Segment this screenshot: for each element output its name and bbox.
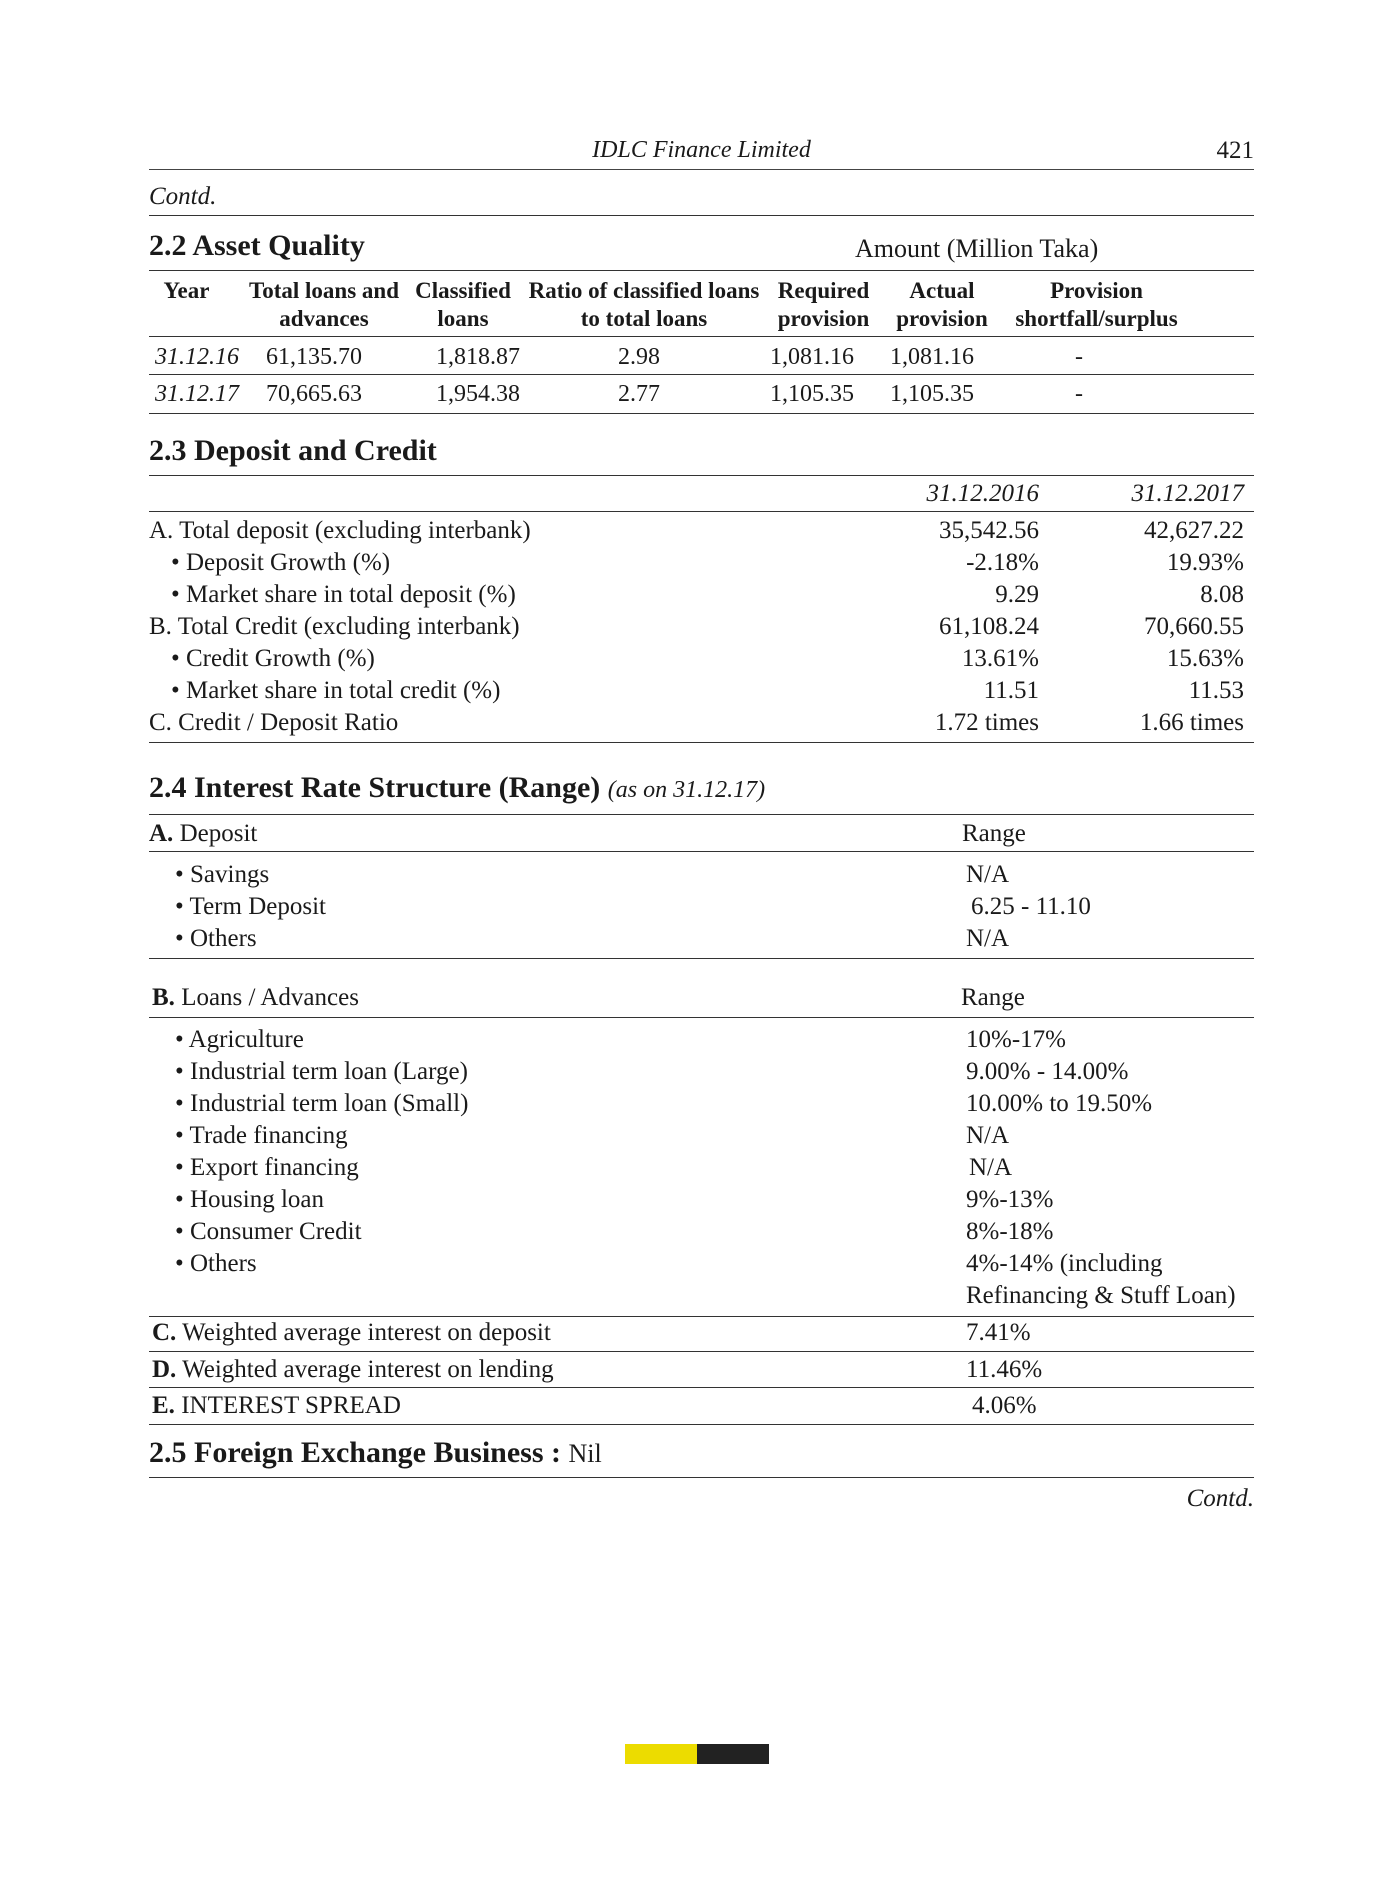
- amount-unit: Amount (Million Taka): [855, 234, 1099, 263]
- col-header-actual: Actual provision: [896, 278, 988, 331]
- divider: [149, 215, 1254, 216]
- table-cell-actual: 1,081.16: [890, 344, 974, 370]
- table-row: [149, 579, 1254, 611]
- row-label: A. Total deposit (excluding interbank): [149, 517, 531, 544]
- section-title-deposit-credit: 2.3 Deposit and Credit: [149, 434, 437, 467]
- table-cell-year: 31.12.17: [155, 381, 239, 407]
- table-cell-total-loans: 70,665.63: [266, 381, 362, 407]
- col-header-2016: 31.12.2016: [926, 480, 1039, 507]
- divider: [149, 336, 1254, 337]
- row-value-2017: 70,660.55: [1144, 613, 1244, 640]
- running-header: [149, 137, 1254, 170]
- range-header: Range: [962, 820, 1026, 847]
- divider: [149, 851, 1254, 852]
- section-title-foreign-exchange: 2.5 Foreign Exchange Business : Nil: [149, 1436, 602, 1469]
- col-header-total-loans: Total loans and advances: [249, 278, 399, 331]
- col-header-ratio: Ratio of classified loans to total loans: [528, 278, 760, 331]
- document-page: IDLC Finance Limited 421 Contd. 2.2 Asset Quality Amount (Million Taka) Year Total loans and advances Classified loans Ratio of classified loans to total loans Required provision Actual provision Provision shortfall/surplus 31.12.16 61,135.70 1,818.87 2.98 1,081.16 1,081.16 - 31.12.17 70,665.63 1,954.38 2.77 1,105.35 1,105.35 - 2.3 Deposit and Credit 31.12.2016 31.12.2017 A. Total deposit (excluding interbank) 35,542.56 42,627.22 • Deposit Growth (%) -2.18% 19.93% • Market share in total deposit (%) 9.29 8.08 B. Total Credit (excluding interbank) 61,108.24 70,660.55 • Credit Growth (%) 13.61% 15.63% • Market share in total credit (%) 11.51 11.53 C. Credit / Deposit Ratio 1.72 times 1.66 times 2.4 Interest Rate Structure (Range) (as on 31.12.17) A. Deposit Range • Savings N/A • Term Deposit 6.25 - 11.10 • Others N/A B. Loans / Advances Range • Agriculture 10%-17% • Industrial term loan (Large) 9.00% - 14.00% • Industrial term loan (Small) 10.00% to 19.50% • Trade financing N/A • Export financing N/A • Housing loan 9%-13% • Consumer Credit 8%-18% • Others 4%-14% (including Refinancing & Stuff Loan) C. Weighted average interest on deposit 7.41% D. Weighted average interest on lending 11.46% E. INTEREST SPREAD 4.06% 2.5 Foreign Exchange Business : Nil Contd.: [149, 137, 1254, 1512]
- section-subtitle-date: (as on 31.12.17): [607, 777, 766, 803]
- divider: [149, 1477, 1254, 1478]
- col-header-classified: Classified loans: [415, 278, 511, 331]
- footer-yellow-bar: [625, 1744, 697, 1764]
- row-value-2016: 1.72 times: [934, 709, 1039, 736]
- deposit-credit-header-row: [149, 478, 1254, 510]
- range-header: Range: [961, 984, 1025, 1011]
- col-header-2017: 31.12.2017: [1131, 480, 1244, 507]
- contd-top: Contd.: [149, 183, 217, 210]
- row-label: • Market share in total deposit (%): [171, 581, 516, 608]
- col-header-shortfall: Provision shortfall/surplus: [1015, 278, 1178, 331]
- section-title-interest-rate: 2.4 Interest Rate Structure (Range) (as on 31.12.17): [149, 771, 766, 804]
- divider: [149, 413, 1254, 414]
- col-header-year: Year: [163, 278, 210, 303]
- row-label: B. Total Credit (excluding interbank): [149, 613, 520, 640]
- divider: [149, 374, 1254, 375]
- row-value-2017: 42,627.22: [1144, 517, 1244, 544]
- table-cell-classified: 1,954.38: [436, 381, 520, 407]
- row-value-2016: 11.51: [983, 677, 1039, 704]
- row-value-2016: 13.61%: [961, 645, 1039, 672]
- table-cell-shortfall: -: [1075, 381, 1083, 407]
- divider: [149, 742, 1254, 743]
- table-cell-shortfall: -: [1075, 344, 1083, 370]
- table-row: [149, 611, 1254, 643]
- row-value-2017: 19.93%: [1166, 549, 1244, 576]
- row-value-2016: 35,542.56: [939, 517, 1039, 544]
- table-cell-required: 1,105.35: [770, 381, 854, 407]
- footer-black-bar: [697, 1744, 769, 1764]
- foreign-exchange-value: Nil: [568, 1439, 602, 1468]
- table-cell-ratio: 2.77: [618, 381, 660, 407]
- section-title-asset-quality: 2.2 Asset Quality: [149, 229, 365, 262]
- divider: [149, 1424, 1254, 1425]
- row-label: • Credit Growth (%): [171, 645, 375, 672]
- col-header-required: Required provision: [777, 278, 870, 331]
- divider: [149, 958, 1254, 959]
- divider: [149, 1351, 1254, 1352]
- table-cell-ratio: 2.98: [618, 344, 660, 370]
- row-value-2016: -2.18%: [966, 549, 1039, 576]
- company-title: IDLC Finance Limited: [592, 137, 811, 163]
- row-value-2017: 1.66 times: [1139, 709, 1244, 736]
- row-label: • Deposit Growth (%): [171, 549, 391, 576]
- page-number: 421: [1216, 137, 1254, 164]
- table-cell-required: 1,081.16: [770, 344, 854, 370]
- table-row: [149, 547, 1254, 579]
- table-cell-year: 31.12.16: [155, 344, 239, 370]
- table-row: [149, 707, 1254, 739]
- row-value-2016: 9.29: [995, 581, 1039, 608]
- divider: [149, 1017, 1254, 1018]
- divider: [149, 511, 1254, 512]
- row-value-2017: 15.63%: [1166, 645, 1244, 672]
- table-row: [149, 643, 1254, 675]
- table-cell-total-loans: 61,135.70: [266, 344, 362, 370]
- table-row: [149, 515, 1254, 547]
- table-cell-actual: 1,105.35: [890, 381, 974, 407]
- divider: [149, 814, 1254, 815]
- row-value-2016: 61,108.24: [939, 613, 1039, 640]
- row-value-2017: 8.08: [1200, 581, 1244, 608]
- divider: [149, 1387, 1254, 1388]
- table-row: [149, 675, 1254, 707]
- contd-bottom: Contd.: [1186, 1485, 1254, 1512]
- divider: [149, 475, 1254, 476]
- row-value-2017: 11.53: [1188, 677, 1244, 704]
- divider: [149, 270, 1254, 271]
- table-cell-classified: 1,818.87: [436, 344, 520, 370]
- row-label: C. Credit / Deposit Ratio: [149, 709, 399, 736]
- row-label: • Market share in total credit (%): [171, 677, 501, 704]
